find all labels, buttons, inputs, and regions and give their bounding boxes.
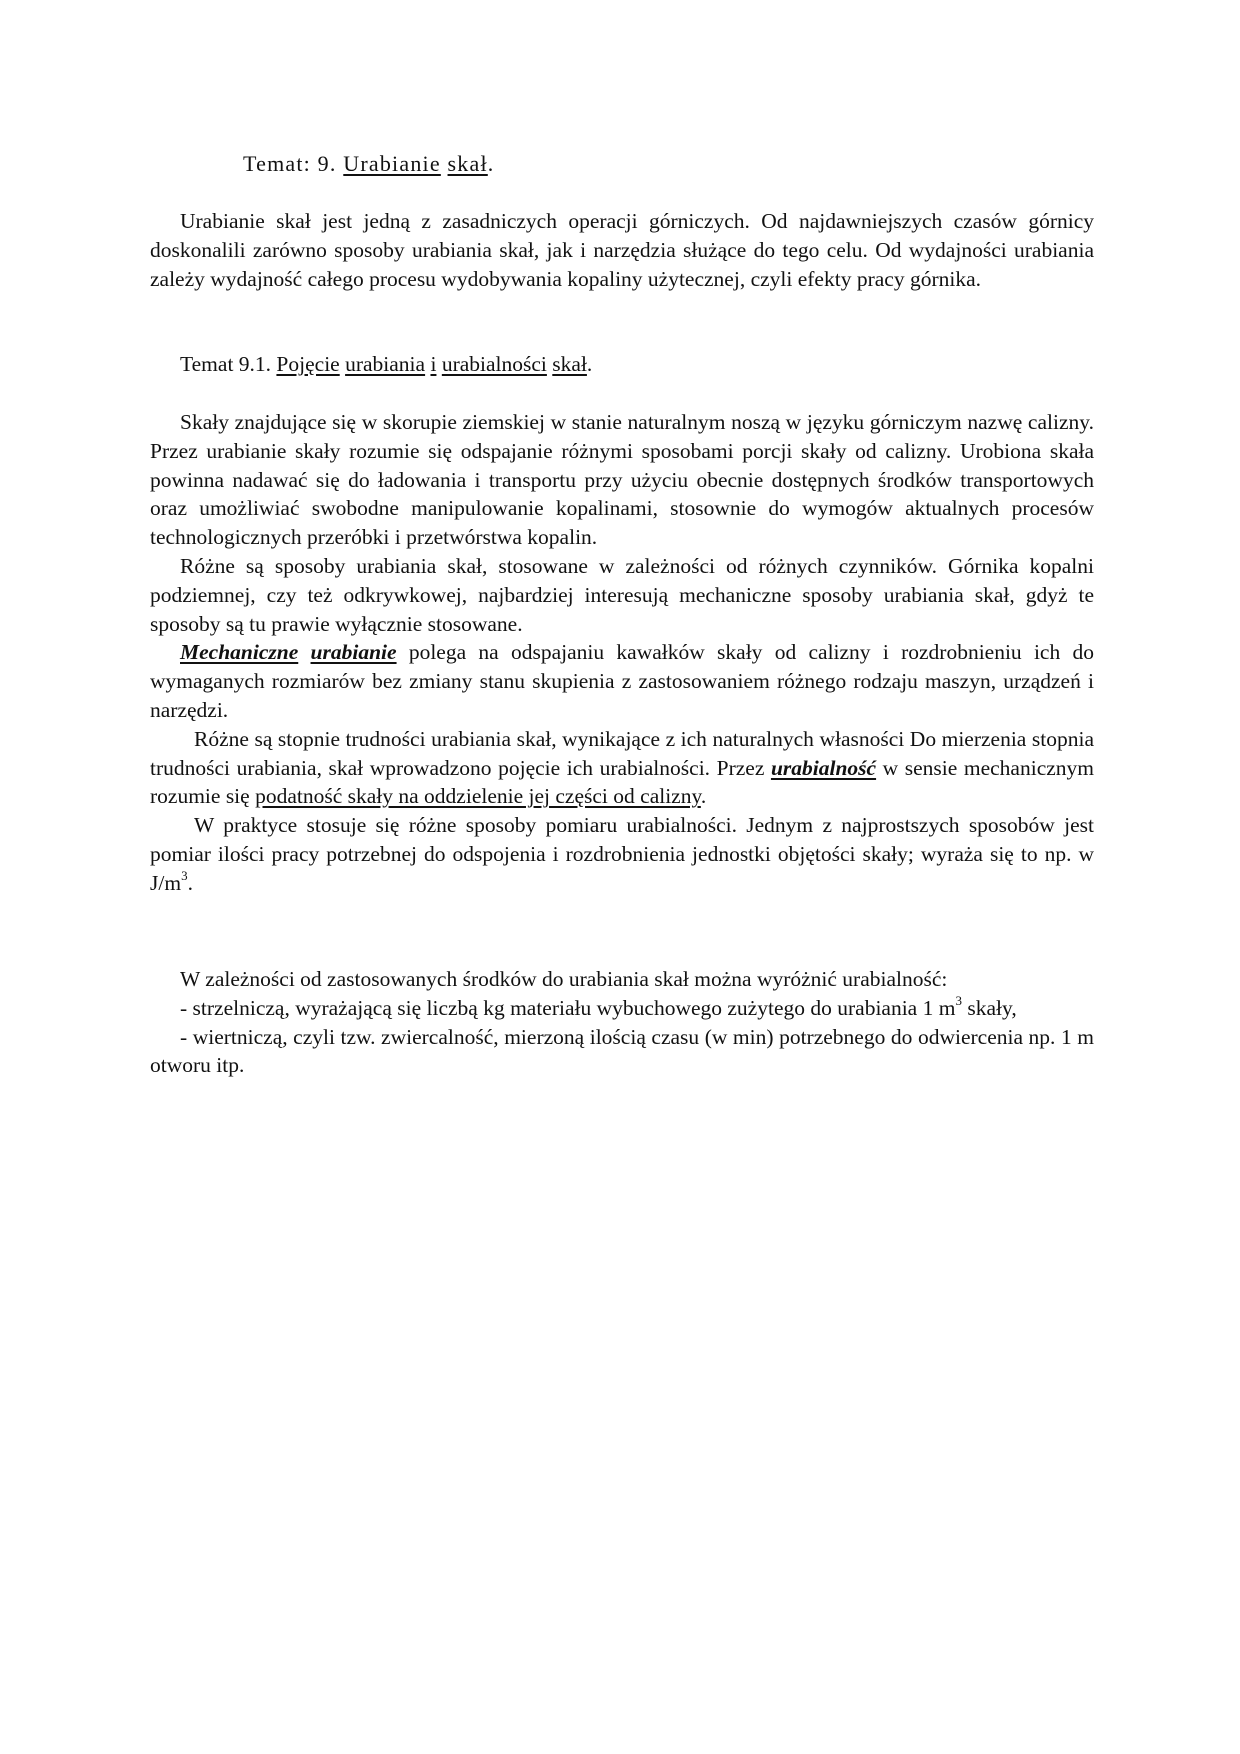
list-item-wiertnicza: - wiertniczą, czyli tzw. zwiercalność, mierzoną ilością czasu (w min) potrzebnego do odwiercenia np. 1 m otworu itp. — [150, 1024, 1094, 1078]
heading-prefix: Temat: 9. — [243, 151, 344, 176]
paragraph-mechaniczne-text: polega na odspajaniu kawałków skały od calizny i rozdrobnieniu ich do wymaganych rozmiarów bez zmiany stanu skupienia z zastosowaniem różnego rodzaju maszyn, urządzeń i narzędzi. — [150, 640, 1094, 722]
paragraph-urabialnosc-end: . — [700, 784, 707, 809]
list-item-strzelnicza-text: - strzelniczą, wyrażającą się liczbą kg materiału wybuchowego zużytego do urabiania 1 m — [180, 995, 956, 1020]
paragraph-zaleznosc: W zależności od zastosowanych środków do urabiania skał można wyróżnić urabialność: — [180, 967, 948, 991]
paragraph-calizna: Skały znajdujące się w skorupie ziemskiej w stanie naturalnym noszą w języku górniczym nazwę calizny. Przez urabianie skały rozumie się odspajanie różnymi sposobami porcji skały od calizny. Urobiona skała powinna nadawać się do ładowania i transportu przy użyciu obecnie dostępnych środków transportowych oraz umożliwiać swobodne manipulowanie kopalinami, stosownie do wymogów aktualnych procesów technologicznych przeróbki i przetwórstwa kopalin. — [150, 410, 1094, 550]
superscript: 3 — [955, 992, 962, 1008]
definition-underlined: podatność skały na oddzielenie jej części od calizny — [255, 784, 701, 809]
list-block — [150, 965, 1094, 1080]
paragraph-urabialnosc-text-2: w sensie mechanicznym rozumie się — [150, 755, 1095, 809]
subheading-word-5: skał — [552, 352, 587, 376]
subtopic-heading — [180, 350, 980, 379]
heading-word-skal: skał — [447, 151, 488, 176]
paragraph-urabialnosc — [150, 725, 1094, 811]
paragraph-pomiar-text: W praktyce stosuje się różne sposoby pomiaru urabialności. Jednym z najprostszych sposobów jest pomiar ilości pracy potrzebnej do odspojenia i rozdrobnienia jednostki objętości skały; wyraża się to np. w J/m — [150, 813, 1094, 895]
paragraph-mechaniczne — [150, 638, 1094, 724]
subheading-word-3: i — [430, 352, 437, 376]
term-urabianie: urabianie — [310, 640, 397, 665]
intro-block — [150, 207, 1094, 293]
term-mechaniczne: Mechaniczne — [180, 640, 299, 665]
paragraph-urabialnosc-text: Różne są stopnie trudności urabiania skał, wynikające z ich naturalnych własności Do mierzenia stopnia trudności urabiania, skał wprowadzono pojęcie ich urabialności. Przez — [150, 726, 1094, 780]
heading-word-urabianie: Urabianie — [343, 151, 441, 176]
paragraph-pomiar — [150, 811, 1094, 897]
subheading-prefix: Temat 9.1. — [180, 352, 277, 376]
subheading-word-1: Pojęcie — [276, 352, 340, 376]
superscript: 3 — [181, 867, 188, 883]
main-body — [150, 408, 1094, 898]
paragraph-pomiar-end: . — [187, 870, 193, 895]
term-urabialnosc: urabialność — [770, 755, 877, 780]
heading-end: . — [487, 151, 495, 176]
topic-heading — [243, 150, 1043, 179]
list-item-strzelnicza-end: skały, — [961, 995, 1017, 1020]
intro-paragraph: Urabianie skał jest jedną z zasadniczych operacji górniczych. Od najdawniejszych czasów górnicy doskonalili zarówno sposoby urabiania skał, jak i narzędzia służące do tego celu. Od wydajności urabiania zależy wydajność całego procesu wydobywania kopaliny użytecznej, czyli efekty pracy górnika. — [150, 209, 1094, 291]
paragraph-sposoby: Różne są sposoby urabiania skał, stosowane w zależności od różnych czynników. Górnika kopalni podziemnej, czy też odkrywkowej, najbardziej interesują mechaniczne sposoby urabiania skał, gdyż te sposoby są tu prawie wyłącznie stosowane. — [150, 553, 1094, 636]
subheading-end: . — [586, 352, 593, 376]
list-item-strzelnicza — [150, 994, 1094, 1023]
subheading-word-2: urabiania — [345, 352, 426, 376]
subheading-word-4: urabialności — [441, 352, 547, 376]
